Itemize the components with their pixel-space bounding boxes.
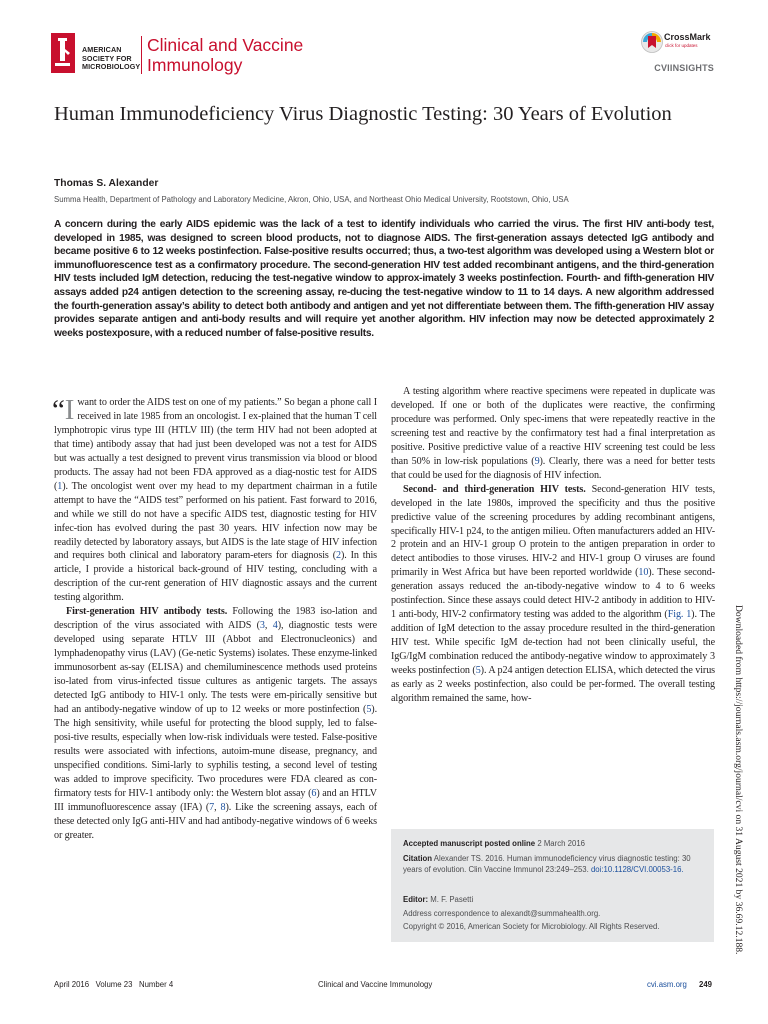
reference-link[interactable]: 5 <box>366 703 372 715</box>
download-note <box>730 605 744 1017</box>
article-title: Human Immunodeficiency Virus Diagnostic Testing: 30 Years of Evolution <box>54 103 672 125</box>
body-text: ). The oncologist went over my head to my department chairman in a futile attempt to have the “AIDS test” performed on his patient. Fast forward to 2016, and while we still do not have a specific AIDS test, diagnostic testing for HIV infec-tion has evolved during the past 30 years. HIV infection now may be readily detected by laboratory assays, but AIDS is the late stage of HIV infection and requires both clinical and laboratory param-eters for diagnosis ( <box>54 480 377 562</box>
reference-link[interactable]: 9 <box>534 455 540 467</box>
body-text: ) and an HTLV III immunofluorescence assay (IFA) ( <box>54 787 378 813</box>
correspondence-line: Address correspondence to alexandt@summahealth.org. <box>403 909 601 918</box>
body-text: ). The high sensitivity, while useful for protecting the blood supply, led to false-posi-tive results, especially when low-risk individuals were tested. False-positive results were associated with infections, autoim-mune disease, pregnancy, and unspecified conditions. Simi-larly to syphilis testing, a second level of testing was added to improve specificity. Two procedures were FDA cleared as con-firmatory tests for HIV-1 antibody only: the Western blot assay ( <box>54 703 377 799</box>
abstract: A concern during the early AIDS epidemic was the lack of a test to identify individuals who carried the virus. The first HIV anti-body test, developed in 1985, was designed to screen blood products, not to diagnose AIDS. The first-generation assays detected IgG antibody and became positive 6 to 12 weeks postinfection. False-positive results occurred; thus, a two-test algorithm was developed using a Western blot or immunofluorescence test as a confirmatory procedure. The second-generation HIV test added recombinant antigens, and the third-generation HIV tests included IgM detection, reducing the test-negative window to approx-imately 3 weeks postinfection. Fourth- and fifth-generation HIV assays added p24 antigen detection to the screening assay, re-ducing the test-negative window to 11 to 14 days. A new algorithm addressed the fourth-generation assay’s ability to detect both antibody and antigen and yet not differentiate between them. The fifth-generation HIV assay provides separate antigen and anti-body results and will require yet another algorithm. HIV infection may now be detected approximately 2 weeks postexposure, with a reduced number of false-positive results. <box>54 219 714 339</box>
journal-name-line: Clinical and Vaccine <box>147 35 304 55</box>
body-column-left <box>54 396 377 843</box>
body-text: Following the 1983 iso-lation and description of the virus associated with AIDS ( <box>54 606 377 632</box>
body-text: ). Clearly, there was a need for better tests that could be used for the diagnosis of HIV infection. <box>391 455 715 481</box>
author-name: Thomas S. Alexander <box>54 178 159 189</box>
body-text: Second-generation HIV tests, developed in the late 1980s, improved the specificity and thus the positive predictive value of the screening procedures by adding recombinant antigens, specifically HIV-1 p24, to the antigen milieu. Often manufacturers added an HIV-2 protein and an HIV-1 group O protein to the antigen preparation in order to detect antibodies to those viruses. HIV-2 and HIV-1 group O viruses are found primarily in West Africa but have been reported worldwide ( <box>391 483 716 579</box>
editor-label: Editor: <box>403 895 429 904</box>
doi-link[interactable]: doi:10.1128/CVI.00053-16. <box>590 864 684 874</box>
download-note-text: Downloaded from https://journals.asm.org/journal/cvi on 31 August 2021 by 36.69.12.188. <box>733 605 744 955</box>
reference-link[interactable]: 2 <box>335 550 341 562</box>
reference-link[interactable]: 4 <box>272 620 278 632</box>
reference-link[interactable]: 1 <box>57 480 63 492</box>
drop-cap-letter: I <box>64 394 75 426</box>
reference-link[interactable]: 10 <box>638 567 649 579</box>
society-line: SOCIETY FOR <box>82 53 132 63</box>
crossmark-title[interactable]: CrossMark <box>664 32 711 42</box>
first-generation-paragraph <box>54 605 377 842</box>
accepted-line <box>403 839 703 850</box>
society-name <box>82 46 140 72</box>
section-heading: Second- and third-generation HIV tests. <box>403 483 586 495</box>
footer-journal: Clinical and Vaccine Immunology <box>318 980 433 989</box>
citation-text: Alexander TS. 2016. Human immunodeficiency virus diagnostic testing: 30 years of evolution. Clin Vaccine Immunol 23:249–253. <box>403 854 691 874</box>
body-text: A testing algorithm where reactive specimens were repeated in duplicate was developed. If one or both of the duplicates were reactive, the confirming procedure was performed. Only spec-imens that were repeatedly reactive in the screening test and reactive by the confirmatory test had a final interpretation as positive. Positive predictive value of a reactive HIV screening test could be less than 50% in low-risk populations ( <box>391 386 715 467</box>
society-line: AMERICAN <box>82 45 122 54</box>
society-line: MICROBIOLOGY <box>82 62 141 72</box>
figure-link[interactable]: Fig. 1 <box>667 609 692 621</box>
reference-link[interactable]: 6 <box>311 787 317 799</box>
asm-logo-icon <box>51 33 75 73</box>
body-text: , <box>264 620 273 632</box>
body-text: ). In this article, I provide a historical back-ground of HIV testing, concluding with a description of the cur-rent generation of HIV diagnostic assays and the current testing algorithm. <box>54 550 377 604</box>
body-text: want to order the AIDS test on one of my patients.” So began a phone call I received in late 1985 from an oncologist. I ex-plained that the human T cell lymphotropic virus type III (HTLV III) (the term HIV had not been adopted at that time) antibody assay that had just been developed was not a test for AIDS but was actually a test designed to prevent virus transmission via blood or blood products. The assay had not been FDA approved as a diag-nostic test for AIDS ( <box>54 397 377 492</box>
article-info-box <box>391 829 714 942</box>
accepted-date: 2 March 2016 <box>537 839 585 848</box>
reference-link[interactable]: 3 <box>259 620 265 632</box>
body-text: ), diagnostic tests were developed using separate HTLV III (Abbot and Electronucleonics) and lymphadenopathy virus (LAV) (Ge-netic Systems) isolates. These enzyme-linked immunosorbent as-say (ELISA) and chemiluminescence methods used proteins iso-lated from virus-infected tissue cultures as antigenic targets. The assays detected IgG antibody to HIV-1 only. The tests were em-pirically sensitive but had an antibody-negative window of up to 12 weeks or more postinfection ( <box>54 620 378 715</box>
journal-name-line: Immunology <box>147 55 243 75</box>
section-heading: First-generation HIV antibody tests. <box>66 606 228 618</box>
body-text: ). A p24 antigen detection ELISA, which detected the virus as early as 2 weeks postinfection, also could be per-formed. The overall testing algorithm remained the same, how- <box>391 665 715 704</box>
body-column-right <box>391 385 715 706</box>
accepted-label: Accepted manuscript posted online <box>403 839 536 848</box>
page-number: 249 <box>699 980 713 989</box>
body-text: ). Like the screening assays, each of these detected only IgG anti-HIV and had antibody-negative windows of 6 weeks or greater. <box>54 801 377 841</box>
crossmark-subtitle[interactable]: click for updates <box>665 43 698 48</box>
body-text: ). These second-generation assays reduced the an-tibody-negative window to 4 to 6 weeks postinfection. Since these assays could detect HIV-2 antibody in addition to HIV-1 anti-body, HIV-2 confirmatory testing was added to the algorithm ( <box>391 567 715 621</box>
intro-paragraph <box>54 396 377 605</box>
editor-name: M. F. Pasetti <box>430 895 474 904</box>
body-text: ). The addition of IgM detection to the assay procedure resulted in the third-generation HIV test. While specific IgM de-tection had not been clinically useful, the IgG/IgM combination reduced the antibody-negative window to approximately 3 weeks postinfection ( <box>391 609 715 677</box>
journal-name[interactable] <box>147 35 303 75</box>
reference-link[interactable]: 8 <box>220 801 226 813</box>
citation-block <box>403 854 703 875</box>
crossmark-icon[interactable] <box>641 31 663 53</box>
copyright-line: Copyright © 2016, American Society for Microbiology. All Rights Reserved. <box>403 922 660 931</box>
editor-line <box>403 895 703 906</box>
drop-cap <box>52 394 75 426</box>
journal-url-link[interactable]: cvi.asm.org <box>647 980 687 989</box>
reference-link[interactable]: 7 <box>209 801 215 813</box>
citation-label: Citation <box>403 854 433 863</box>
section-label: CVIINSIGHTS <box>654 63 714 73</box>
header-divider <box>141 36 142 74</box>
author-affiliation: Summa Health, Department of Pathology and Laboratory Medicine, Akron, Ohio, USA, and Northeast Ohio Medical University, Rootstown, Ohio, USA <box>54 195 569 204</box>
body-text: , <box>214 801 221 813</box>
reference-link[interactable]: 5 <box>475 665 481 677</box>
drop-cap-quote: “ <box>52 394 65 426</box>
algorithm-paragraph <box>391 385 715 483</box>
issue-info: April 2016 Volume 23 Number 4 <box>54 980 174 989</box>
second-third-generation-paragraph <box>391 483 715 706</box>
